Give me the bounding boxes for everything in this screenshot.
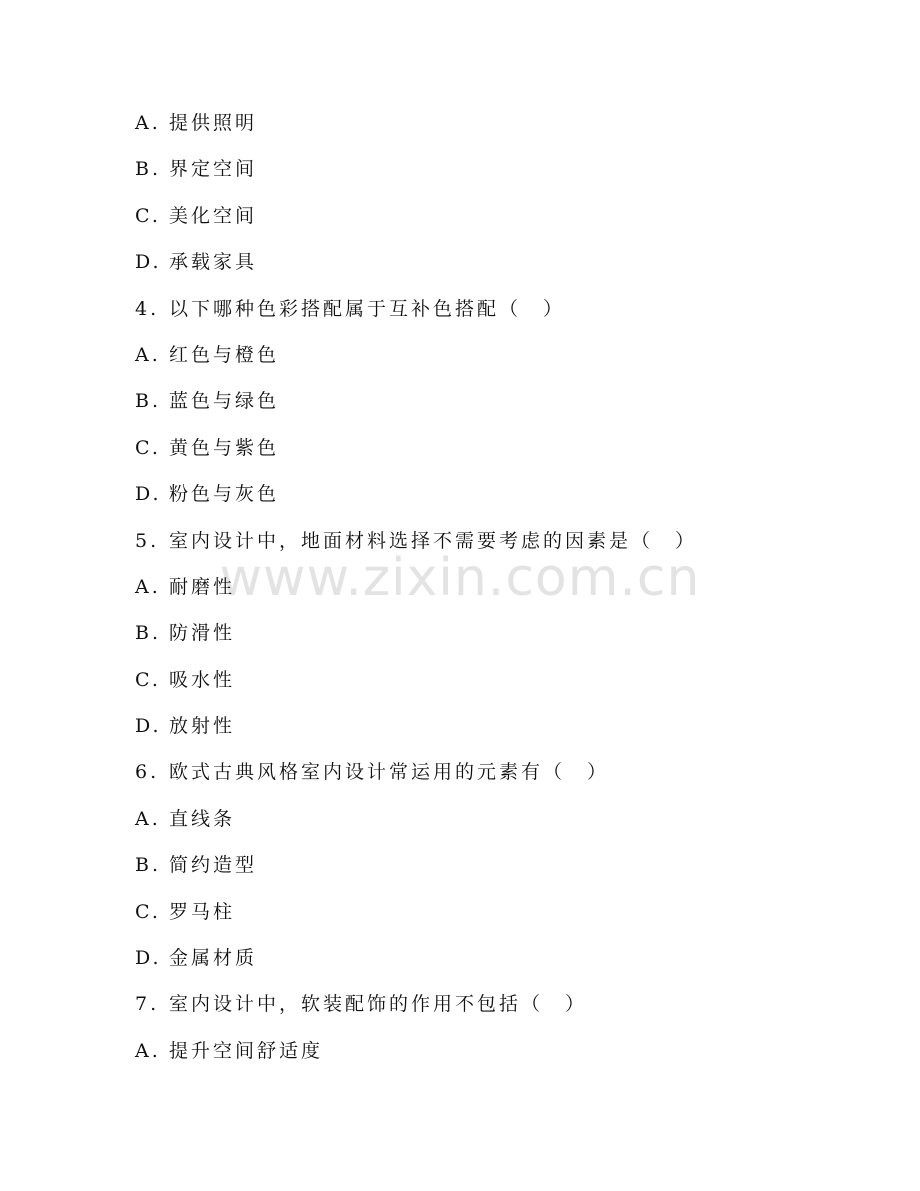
question-list: [135, 106, 835, 1080]
option-marker: C.: [135, 204, 161, 227]
option-line: [135, 245, 835, 291]
option-line: [135, 570, 835, 616]
option-text: 承载家具: [169, 251, 258, 274]
watermark: www.zixin.com.cn: [219, 548, 701, 608]
option-text: 提供照明: [169, 112, 258, 134]
option-text: 蓝色与绿色: [169, 390, 280, 413]
option-text: 美化空间: [169, 204, 258, 227]
option-text: 界定空间: [169, 158, 258, 181]
question-text: 室内设计中，地面材料选择不需要考虑的因素是（ ）: [169, 529, 698, 552]
option-text: 直线条: [169, 807, 236, 830]
question-text: 室内设计中，软装配饰的作用不包括（ ）: [169, 993, 588, 1016]
option-line: [135, 616, 835, 662]
option-text: 提升空间舒适度: [169, 1039, 324, 1062]
option-marker: D.: [135, 251, 162, 274]
option-marker: C.: [135, 900, 161, 923]
question-number: 4.: [135, 297, 160, 320]
option-marker: D.: [135, 947, 162, 970]
option-text: 金属材质: [169, 947, 258, 970]
option-line: [135, 848, 835, 894]
option-text: 吸水性: [169, 668, 236, 691]
option-marker: D.: [135, 715, 162, 738]
question-text: 欧式古典风格室内设计常运用的元素有（ ）: [169, 761, 610, 784]
option-marker: A.: [135, 807, 161, 830]
option-line: [135, 802, 835, 848]
question-number: 6.: [135, 761, 160, 784]
option-line: [135, 477, 835, 523]
question-line: [135, 292, 835, 338]
option-text: 放射性: [169, 715, 236, 738]
question-line: [135, 987, 835, 1033]
option-marker: D.: [135, 483, 162, 506]
option-text: 耐磨性: [169, 575, 236, 598]
option-marker: C.: [135, 436, 161, 459]
option-line: [135, 709, 835, 755]
option-text: 红色与橙色: [169, 343, 280, 366]
question-text: 以下哪种色彩搭配属于互补色搭配（ ）: [169, 297, 566, 320]
option-marker: B.: [135, 854, 162, 877]
option-marker: C.: [135, 668, 161, 691]
question-line: [135, 524, 835, 570]
option-marker: A.: [135, 343, 161, 366]
option-text: 粉色与灰色: [169, 483, 280, 506]
question-number: 7.: [135, 993, 160, 1016]
option-line: [135, 1034, 835, 1080]
option-text: 防滑性: [169, 622, 236, 645]
option-marker: A.: [135, 575, 161, 598]
option-line: [135, 384, 835, 430]
option-marker: B.: [135, 622, 162, 645]
option-line: [135, 941, 835, 987]
option-marker: B.: [135, 390, 162, 413]
question-line: [135, 755, 835, 801]
option-line: [135, 152, 835, 198]
option-marker: A.: [135, 112, 161, 134]
question-number: 5.: [135, 529, 160, 552]
option-text: 黄色与紫色: [169, 436, 280, 459]
option-line: [135, 663, 835, 709]
option-marker: B.: [135, 158, 162, 181]
option-line: [135, 106, 835, 152]
option-line: [135, 338, 835, 384]
option-line: [135, 431, 835, 477]
option-text: 简约造型: [169, 854, 258, 877]
option-marker: A.: [135, 1039, 161, 1062]
option-text: 罗马柱: [169, 900, 236, 923]
option-line: [135, 199, 835, 245]
option-line: [135, 895, 835, 941]
